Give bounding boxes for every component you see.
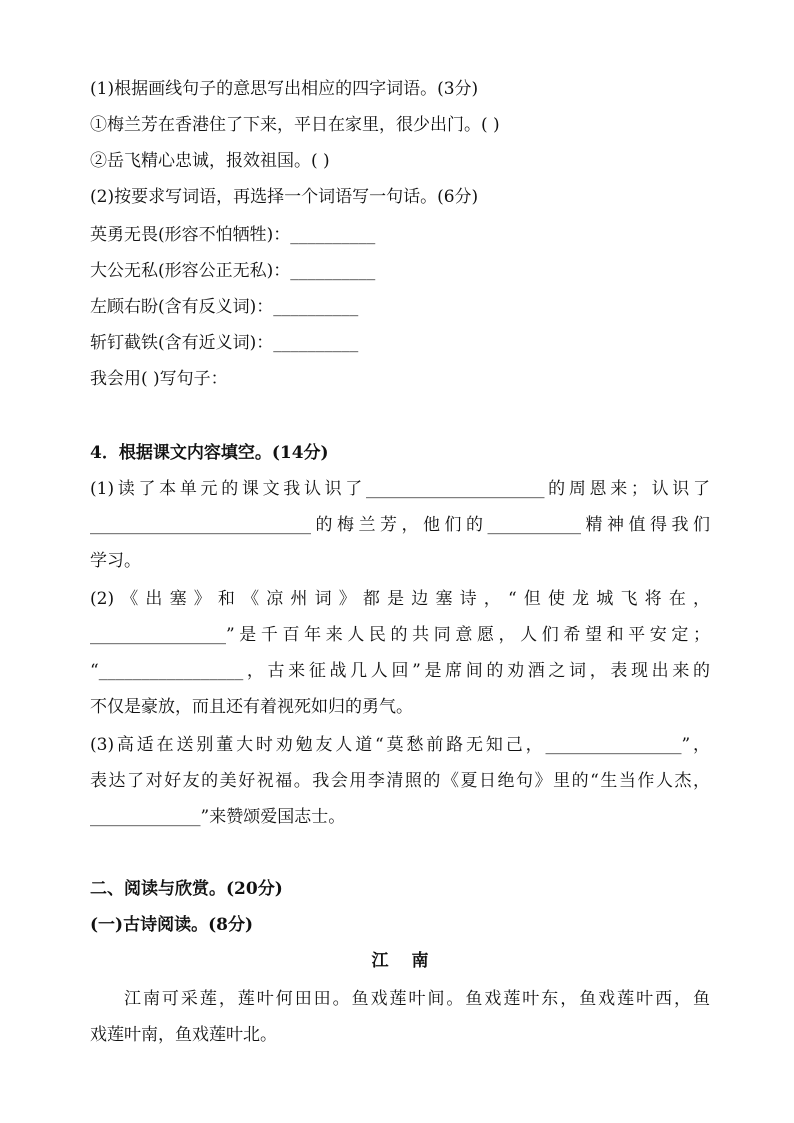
- section2-title: 二、阅读与欣赏。(20分): [90, 879, 283, 899]
- q3-part2-item4: 斩钉截铁(含有近义词)：__________: [90, 333, 359, 353]
- q4-line8: (3)高适在送别董大时劝勉友人道“莫愁前路无知己，________________”，: [90, 735, 710, 755]
- q4-line1: (1)读了本单元的课文我认识了_____________________的周恩来；认识了: [90, 479, 710, 499]
- q4-line3: 学习。: [90, 551, 141, 571]
- q3-part1-item1: ①梅兰芳在香港住了下来，平日在家里，很少出门。( ): [90, 115, 500, 135]
- q4-line6: “_________________，古来征战几人回”是席间的劝酒之词，表现出来的: [90, 661, 710, 681]
- poem-line2: 戏莲叶南，鱼戏莲叶北。: [90, 1025, 277, 1045]
- q4-line7: 不仅是豪放，而且还有着视死如归的勇气。: [90, 697, 413, 717]
- q3-part2-item5: 我会用( )写句子：: [90, 369, 228, 389]
- q3-part2-title: (2)按要求写词语，再选择一个词语写一句话。(6分): [90, 187, 479, 207]
- q4-title: 4．根据课文内容填空。(14分): [90, 443, 329, 463]
- poem-line1: 江南可采莲，莲叶何田田。鱼戏莲叶间。鱼戏莲叶东，鱼戏莲叶西，鱼: [124, 989, 710, 1009]
- q3-part1-title: (1)根据画线句子的意思写出相应的四字词语。(3分): [90, 79, 479, 99]
- poem-title: 江 南: [371, 951, 429, 971]
- q3-part1-item2: ②岳飞精心忠诚，报效祖国。( ): [90, 151, 330, 171]
- q3-part2-item2: 大公无私(形容公正无私)：__________: [90, 261, 376, 281]
- q3-part2-item3: 左顾右盼(含有反义词)：__________: [90, 297, 359, 317]
- section2-subtitle: (一)古诗阅读。(8分): [90, 915, 254, 935]
- q3-part2-item1: 英勇无畏(形容不怕牺牲)：__________: [90, 225, 376, 245]
- q4-line10: _____________”来赞颂爱国志士。: [90, 807, 346, 827]
- q4-line9: 表达了对好友的美好祝福。我会用李清照的《夏日绝句》里的“生当作人杰，: [90, 771, 710, 791]
- q4-line4: (2)《出塞》和《凉州词》都是边塞诗，“但使龙城飞将在，: [90, 589, 710, 609]
- q4-line2: __________________________的梅兰芳，他们的___________精神值得我们: [90, 515, 710, 535]
- q4-line5: ________________”是千百年来人民的共同意愿，人们希望和平安定；: [90, 625, 710, 645]
